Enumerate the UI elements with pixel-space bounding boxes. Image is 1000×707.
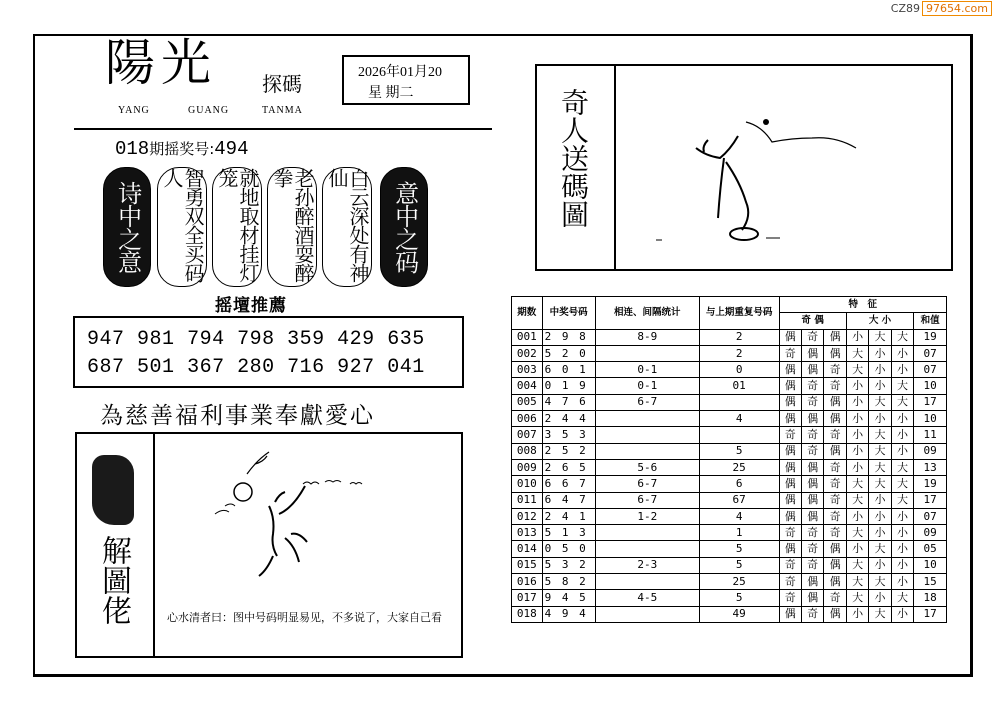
right-panel-picture-box	[614, 64, 953, 271]
riddle-illustration	[155, 434, 461, 604]
repeat-cell: 67	[699, 492, 779, 508]
odd-even-cell: 偶	[801, 411, 823, 427]
big-small-cell: 大	[869, 606, 891, 622]
brand-pinyin-3: TANMA	[262, 105, 303, 116]
period-cell: 012	[512, 508, 543, 524]
table-row	[512, 525, 947, 541]
big-small-cell: 大	[869, 541, 891, 557]
issue-result	[115, 138, 249, 160]
big-small-cell: 大	[869, 394, 891, 410]
col-big-small: 大 小	[846, 313, 913, 329]
site-url[interactable]: 97654.com	[922, 1, 992, 16]
odd-even-cell: 奇	[779, 427, 801, 443]
table-row	[512, 411, 947, 427]
link-cell	[595, 541, 699, 557]
col-repeat: 与上期重复号码	[699, 297, 779, 330]
table-row	[512, 329, 947, 345]
odd-even-cell: 奇	[801, 541, 823, 557]
sum-cell: 19	[914, 476, 947, 492]
big-small-cell: 小	[846, 508, 868, 524]
link-cell	[595, 525, 699, 541]
odd-even-cell: 偶	[779, 508, 801, 524]
winning-cell: 6 0 1	[542, 362, 595, 378]
odd-even-cell: 偶	[779, 378, 801, 394]
link-cell: 6-7	[595, 492, 699, 508]
col-winning: 中奖号码	[542, 297, 595, 330]
sum-cell: 17	[914, 606, 947, 622]
link-cell	[595, 411, 699, 427]
repeat-cell: 5	[699, 557, 779, 573]
odd-even-cell: 偶	[779, 394, 801, 410]
big-small-cell: 小	[891, 606, 913, 622]
period-cell: 009	[512, 459, 543, 475]
period-cell: 007	[512, 427, 543, 443]
table-row	[512, 541, 947, 557]
link-cell: 6-7	[595, 394, 699, 410]
odd-even-cell: 偶	[824, 329, 846, 345]
winning-cell: 0 5 0	[542, 541, 595, 557]
big-small-cell: 大	[846, 590, 868, 606]
sum-cell: 10	[914, 557, 947, 573]
odd-even-cell: 偶	[779, 443, 801, 459]
sum-cell: 10	[914, 411, 947, 427]
big-small-cell: 大	[846, 492, 868, 508]
odd-even-cell: 奇	[801, 525, 823, 541]
big-small-cell: 小	[869, 378, 891, 394]
big-small-cell: 大	[891, 492, 913, 508]
odd-even-cell: 奇	[824, 362, 846, 378]
repeat-cell: 49	[699, 606, 779, 622]
big-small-cell: 小	[891, 557, 913, 573]
date-box	[342, 55, 470, 105]
odd-even-cell: 奇	[801, 378, 823, 394]
link-cell	[595, 443, 699, 459]
big-small-cell: 小	[846, 541, 868, 557]
period-cell: 001	[512, 329, 543, 345]
odd-even-cell: 奇	[824, 459, 846, 475]
sum-cell: 05	[914, 541, 947, 557]
table-row	[512, 443, 947, 459]
odd-even-cell: 偶	[824, 345, 846, 361]
winning-cell: 5 8 2	[542, 574, 595, 590]
odd-even-cell: 奇	[824, 492, 846, 508]
odd-even-cell: 偶	[801, 345, 823, 361]
odd-even-cell: 奇	[824, 476, 846, 492]
odd-even-cell: 奇	[801, 443, 823, 459]
table-row	[512, 606, 947, 622]
winning-cell: 6 6 7	[542, 476, 595, 492]
rec-num: 981	[137, 328, 175, 351]
big-small-cell: 小	[891, 574, 913, 590]
sum-cell: 17	[914, 492, 947, 508]
big-small-cell: 小	[869, 590, 891, 606]
big-small-cell: 小	[869, 492, 891, 508]
sum-cell: 07	[914, 345, 947, 361]
repeat-cell: 1	[699, 525, 779, 541]
winning-cell: 5 1 3	[542, 525, 595, 541]
link-cell: 0-1	[595, 378, 699, 394]
big-small-cell: 小	[891, 508, 913, 524]
big-small-cell: 小	[869, 525, 891, 541]
odd-even-cell: 偶	[779, 329, 801, 345]
table-row	[512, 378, 947, 394]
odd-even-cell: 偶	[824, 574, 846, 590]
big-small-cell: 大	[869, 329, 891, 345]
col-period: 期数	[512, 297, 543, 330]
link-cell: 5-6	[595, 459, 699, 475]
link-cell: 2-3	[595, 557, 699, 573]
repeat-cell: 01	[699, 378, 779, 394]
issue-label: 期摇奖号:	[149, 140, 215, 158]
winning-cell: 5 3 2	[542, 557, 595, 573]
rec-num: 716	[287, 356, 325, 379]
table-row	[512, 508, 947, 524]
period-cell: 005	[512, 394, 543, 410]
winning-cell: 4 9 4	[542, 606, 595, 622]
strange-man-illustration	[616, 66, 951, 269]
big-small-cell: 小	[891, 411, 913, 427]
big-small-cell: 小	[846, 443, 868, 459]
rec-num: 041	[387, 356, 425, 379]
link-cell	[595, 606, 699, 622]
issue-draw-number: 494	[214, 138, 249, 160]
big-small-cell: 小	[891, 362, 913, 378]
sum-cell: 19	[914, 329, 947, 345]
odd-even-cell: 奇	[801, 427, 823, 443]
site-code: CZ89	[890, 2, 921, 15]
big-small-cell: 小	[846, 378, 868, 394]
big-small-cell: 大	[846, 525, 868, 541]
winning-cell: 6 4 7	[542, 492, 595, 508]
winning-cell: 2 5 2	[542, 443, 595, 459]
odd-even-cell: 奇	[779, 525, 801, 541]
col-feature: 特 征	[779, 297, 947, 313]
repeat-cell: 2	[699, 329, 779, 345]
odd-even-cell: 偶	[779, 362, 801, 378]
big-small-cell: 小	[891, 345, 913, 361]
header-divider	[74, 128, 492, 130]
big-small-cell: 小	[869, 362, 891, 378]
brand-title: 陽光	[105, 34, 217, 92]
repeat-cell: 0	[699, 362, 779, 378]
odd-even-cell: 偶	[801, 362, 823, 378]
brand-pinyin-2: GUANG	[188, 105, 230, 116]
odd-even-cell: 偶	[779, 606, 801, 622]
odd-even-cell: 奇	[824, 508, 846, 524]
big-small-cell: 大	[846, 574, 868, 590]
table-row	[512, 492, 947, 508]
big-small-cell: 大	[846, 362, 868, 378]
poem-right-label: 意中之码	[380, 167, 428, 287]
big-small-cell: 小	[869, 411, 891, 427]
big-small-cell: 小	[891, 443, 913, 459]
repeat-cell: 5	[699, 541, 779, 557]
table-row	[512, 557, 947, 573]
odd-even-cell: 奇	[779, 557, 801, 573]
big-small-cell: 大	[846, 476, 868, 492]
table-row	[512, 394, 947, 410]
period-cell: 013	[512, 525, 543, 541]
odd-even-cell: 偶	[801, 508, 823, 524]
table-row	[512, 590, 947, 606]
issue-date: 2026年01月20	[358, 65, 442, 80]
period-cell: 002	[512, 345, 543, 361]
sum-cell: 07	[914, 508, 947, 524]
odd-even-cell: 奇	[779, 574, 801, 590]
big-small-cell: 大	[869, 459, 891, 475]
big-small-cell: 小	[891, 427, 913, 443]
odd-even-cell: 偶	[779, 492, 801, 508]
winning-cell: 2 4 4	[542, 411, 595, 427]
table-row	[512, 427, 947, 443]
table-row	[512, 574, 947, 590]
odd-even-cell: 偶	[801, 492, 823, 508]
big-small-cell: 小	[846, 606, 868, 622]
odd-even-cell: 偶	[801, 459, 823, 475]
big-small-cell: 大	[891, 378, 913, 394]
repeat-cell: 4	[699, 411, 779, 427]
rec-num: 280	[237, 356, 275, 379]
history-table-body	[512, 329, 947, 622]
period-cell: 003	[512, 362, 543, 378]
repeat-cell: 4	[699, 508, 779, 524]
odd-even-cell: 奇	[824, 525, 846, 541]
recommend-title: 摇壇推薦	[215, 296, 287, 316]
riddle-note: 心水清者曰：图中号码明显易见，不多说了，大家自己看	[167, 611, 442, 624]
col-odd-even: 奇 偶	[779, 313, 846, 329]
odd-even-cell: 奇	[779, 590, 801, 606]
big-small-cell: 小	[846, 427, 868, 443]
big-small-cell: 小	[846, 411, 868, 427]
big-small-cell: 大	[891, 476, 913, 492]
period-cell: 014	[512, 541, 543, 557]
odd-even-cell: 偶	[779, 541, 801, 557]
odd-even-cell: 偶	[779, 476, 801, 492]
winning-cell: 2 6 5	[542, 459, 595, 475]
link-cell	[595, 345, 699, 361]
odd-even-cell: 偶	[824, 541, 846, 557]
brand-subtitle: 探碼	[262, 72, 302, 96]
table-row	[512, 345, 947, 361]
odd-even-cell: 偶	[779, 459, 801, 475]
repeat-cell	[699, 394, 779, 410]
big-small-cell: 小	[869, 345, 891, 361]
rec-num: 798	[237, 328, 275, 351]
odd-even-cell: 偶	[824, 557, 846, 573]
link-cell: 0-1	[595, 362, 699, 378]
odd-even-cell: 奇	[801, 329, 823, 345]
rec-num: 947	[87, 328, 125, 351]
odd-even-cell: 偶	[824, 606, 846, 622]
winning-cell: 9 4 5	[542, 590, 595, 606]
odd-even-cell: 奇	[824, 427, 846, 443]
period-cell: 006	[512, 411, 543, 427]
figure-head-icon	[92, 455, 134, 525]
odd-even-cell: 偶	[824, 394, 846, 410]
table-row	[512, 476, 947, 492]
odd-even-cell: 偶	[801, 574, 823, 590]
link-cell: 4-5	[595, 590, 699, 606]
poem-line-1: 智勇双全买码人	[157, 167, 207, 287]
odd-even-cell: 偶	[824, 443, 846, 459]
period-cell: 011	[512, 492, 543, 508]
period-cell: 016	[512, 574, 543, 590]
link-cell: 6-7	[595, 476, 699, 492]
big-small-cell: 大	[846, 345, 868, 361]
period-cell: 015	[512, 557, 543, 573]
left-panel-label: 解圖佬	[96, 535, 131, 625]
issue-number: 018	[115, 138, 150, 160]
big-small-cell: 小	[846, 394, 868, 410]
winning-cell: 5 2 0	[542, 345, 595, 361]
odd-even-cell: 奇	[779, 345, 801, 361]
big-small-cell: 小	[869, 557, 891, 573]
winning-cell: 2 9 8	[542, 329, 595, 345]
big-small-cell: 大	[891, 329, 913, 345]
big-small-cell: 大	[891, 394, 913, 410]
odd-even-cell: 偶	[801, 476, 823, 492]
repeat-cell: 25	[699, 459, 779, 475]
sum-cell: 17	[914, 394, 947, 410]
history-table	[511, 296, 947, 623]
odd-even-cell: 偶	[801, 590, 823, 606]
sum-cell: 10	[914, 378, 947, 394]
repeat-cell: 6	[699, 476, 779, 492]
period-cell: 004	[512, 378, 543, 394]
repeat-cell: 25	[699, 574, 779, 590]
big-small-cell: 小	[869, 508, 891, 524]
big-small-cell: 大	[891, 590, 913, 606]
brand-pinyin-1: YANG	[118, 105, 150, 116]
sum-cell: 09	[914, 525, 947, 541]
repeat-cell: 5	[699, 590, 779, 606]
big-small-cell: 大	[869, 476, 891, 492]
big-small-cell: 小	[891, 541, 913, 557]
winning-cell: 3 5 3	[542, 427, 595, 443]
issue-weekday: 星 期二	[368, 86, 414, 101]
recommend-row-2	[87, 356, 425, 379]
big-small-cell: 小	[846, 329, 868, 345]
big-small-cell: 大	[846, 557, 868, 573]
rec-num: 501	[137, 356, 175, 379]
period-cell: 018	[512, 606, 543, 622]
site-watermark	[891, 2, 992, 15]
poem-line-2: 就地取材挂灯笼	[212, 167, 262, 287]
poem-line-4: 白云深处有神仙	[322, 167, 372, 287]
recommend-numbers-box	[73, 316, 464, 388]
repeat-cell: 2	[699, 345, 779, 361]
odd-even-cell: 奇	[801, 606, 823, 622]
odd-even-cell: 奇	[824, 378, 846, 394]
repeat-cell: 5	[699, 443, 779, 459]
big-small-cell: 小	[891, 525, 913, 541]
col-sum: 和值	[914, 313, 947, 329]
recommend-row-1	[87, 328, 425, 351]
odd-even-cell: 奇	[801, 557, 823, 573]
big-small-cell: 大	[869, 427, 891, 443]
table-row	[512, 459, 947, 475]
winning-cell: 0 1 9	[542, 378, 595, 394]
rec-num: 359	[287, 328, 325, 351]
link-cell: 8-9	[595, 329, 699, 345]
period-cell: 010	[512, 476, 543, 492]
rec-num: 635	[387, 328, 425, 351]
link-cell	[595, 574, 699, 590]
odd-even-cell: 奇	[824, 590, 846, 606]
rec-num: 687	[87, 356, 125, 379]
winning-cell: 2 4 1	[542, 508, 595, 524]
rec-num: 794	[187, 328, 225, 351]
winning-cell: 4 7 6	[542, 394, 595, 410]
poem-line-3: 老孙醉酒耍醉拳	[267, 167, 317, 287]
period-cell: 017	[512, 590, 543, 606]
rec-num: 927	[337, 356, 375, 379]
big-small-cell: 大	[869, 574, 891, 590]
poem-left-label: 诗中之意	[103, 167, 151, 287]
odd-even-cell: 奇	[801, 394, 823, 410]
big-small-cell: 小	[846, 459, 868, 475]
big-small-cell: 大	[891, 459, 913, 475]
sum-cell: 13	[914, 459, 947, 475]
charity-slogan: 為慈善福利事業奉獻愛心	[100, 403, 375, 429]
odd-even-cell: 偶	[779, 411, 801, 427]
right-panel-label: 奇人送碼圖	[557, 88, 590, 228]
sum-cell: 11	[914, 427, 947, 443]
col-link: 相连、间隔统计	[595, 297, 699, 330]
table-row	[512, 362, 947, 378]
sum-cell: 15	[914, 574, 947, 590]
link-cell: 1-2	[595, 508, 699, 524]
odd-even-cell: 偶	[824, 411, 846, 427]
period-cell: 008	[512, 443, 543, 459]
sum-cell: 18	[914, 590, 947, 606]
sum-cell: 07	[914, 362, 947, 378]
big-small-cell: 大	[869, 443, 891, 459]
repeat-cell	[699, 427, 779, 443]
rec-num: 429	[337, 328, 375, 351]
rec-num: 367	[187, 356, 225, 379]
sum-cell: 09	[914, 443, 947, 459]
link-cell	[595, 427, 699, 443]
